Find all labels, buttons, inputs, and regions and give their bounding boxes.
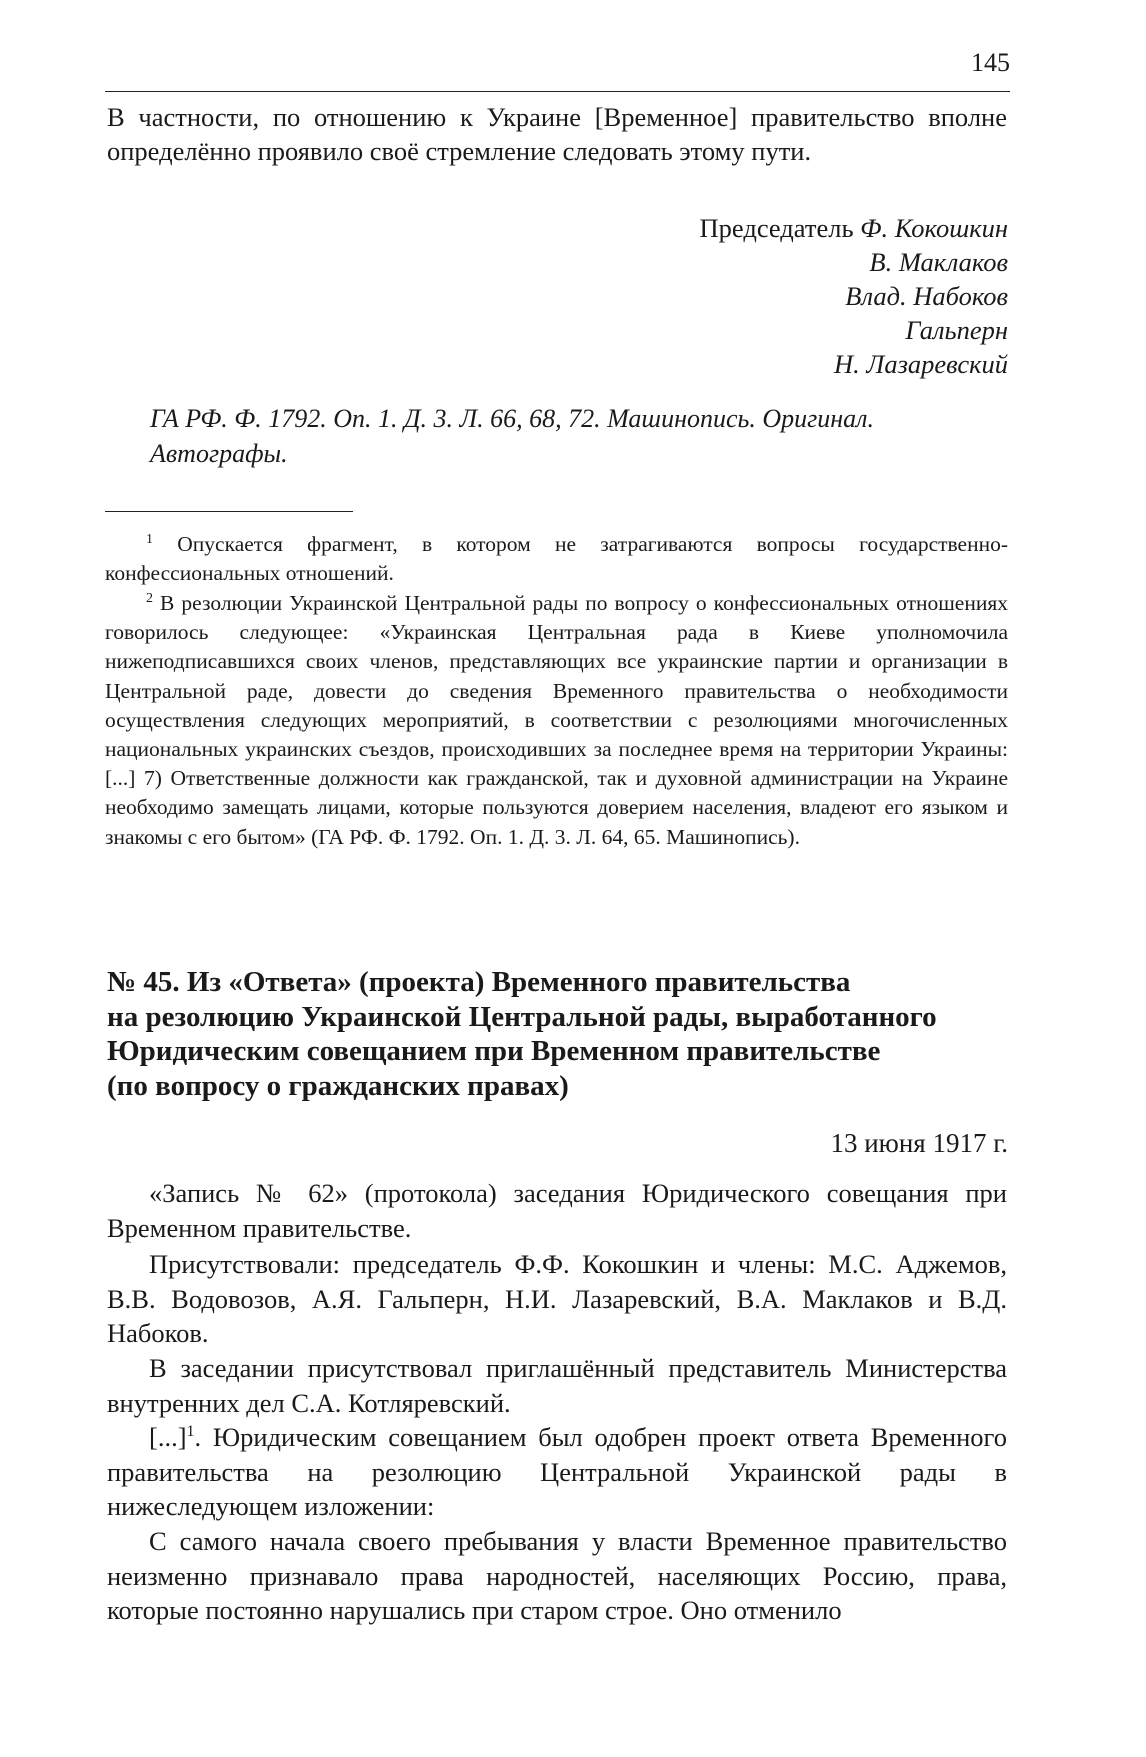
document-paragraph: «Запись № 62» (протокола) заседания Юридического совещания при Временном правительстве. (107, 1178, 1007, 1243)
footnote-text: Опускается фрагмент, в котором не затрагиваются вопросы государственно-конфессиональных отношений. (105, 532, 1009, 586)
document-title-line: на резолюцию Украинской Центральной рады, выработанного (107, 1000, 937, 1033)
document-paragraph: В заседании присутствовал приглашённый представитель Министерства внутренних дел С.А. Котляревский. (107, 1353, 1007, 1418)
document-title (107, 965, 1007, 1103)
document-paragraph: Присутствовали: председатель Ф.Ф. Кокошкин и члены: М.С. Аджемов, В.В. Водовозов, А.Я. Гальперн, Н.И. Лазаревский, В.А. Маклаков и В.Д. Набоков. (107, 1249, 1007, 1349)
omission-mark: [...] (149, 1422, 187, 1452)
archive-reference-line: ГА РФ. Ф. 1792. Оп. 1. Д. 3. Л. 66, 68, 72. Машинопись. Оригинал. (150, 404, 874, 433)
archive-reference (150, 401, 1010, 471)
footnote-rule (105, 511, 353, 512)
signature-block (700, 211, 1008, 381)
document-date: 13 июня 1917 г. (830, 1128, 1008, 1158)
document-title-line: (по вопросу о гражданских правах) (107, 1069, 569, 1102)
footnote-mark: 1 (146, 531, 153, 547)
header-rule (105, 91, 1010, 92)
footnote-mark: 2 (146, 590, 153, 606)
chair-label: Председатель (699, 213, 854, 243)
page-number: 145 (971, 48, 1010, 77)
signature-member: Гальперн (905, 315, 1008, 345)
document-paragraph (107, 1420, 1007, 1524)
footnote (105, 589, 1008, 852)
footnote-reference: 1 (186, 1423, 195, 1441)
signature-member: В. Маклаков (869, 247, 1008, 277)
footnote (105, 530, 1008, 588)
document-title-line: Юридическим совещанием при Временном правительстве (107, 1035, 881, 1067)
document-paragraph: С самого начала своего пребывания у власти Временное правительство неизменно признавало права народностей, населяющих Россию, права, которые постоянно нарушались при старом строе. Оно отменило (107, 1526, 1007, 1626)
signature-member: Н. Лазаревский (834, 349, 1008, 379)
archive-reference-line: Автографы. (150, 439, 288, 468)
signature-chair (700, 211, 1008, 245)
intro-paragraph: В частности, по отношению к Украине [Временное] правительство вполне определённо проявило своё стремление следовать этому пути. (107, 102, 1007, 166)
signature-member: Влад. Набоков (845, 281, 1008, 311)
footnote-text: В резолюции Украинской Центральной рады по вопросу о конфессиональных отношениях говорилось следующее: «Украинская Центральная рада в Киеве уполномочила нижеподписавшихся своих членов, представляющих все украинские партии и организации в Центральной раде, довести до сведения Временного правительства о необходимости осуществления следующих мероприятий, в соответствии с резолюциями многочисленных национальных украинских съездов, происходивших за последнее время на территории Украины: [...] 7) Ответственные должности как гражданской, так и духовной администрации на Украине необходимо замещать лицами, которые пользуются доверием населения, владеют его языком и знакомы с его бытом» (ГА РФ. Ф. 1792. Оп. 1. Д. 3. Л. 64, 65. Машинопись). (105, 591, 1008, 849)
chair-name: Ф. Кокошкин (860, 213, 1008, 243)
document-title-line: № 45. Из «Ответа» (проекта) Временного правительства (107, 966, 851, 998)
paragraph-text: . Юридическим совещанием был одобрен проект ответа Временного правительства на резолюцию Центральной Украинской рады в нижеследующем изложении: (107, 1422, 1007, 1522)
